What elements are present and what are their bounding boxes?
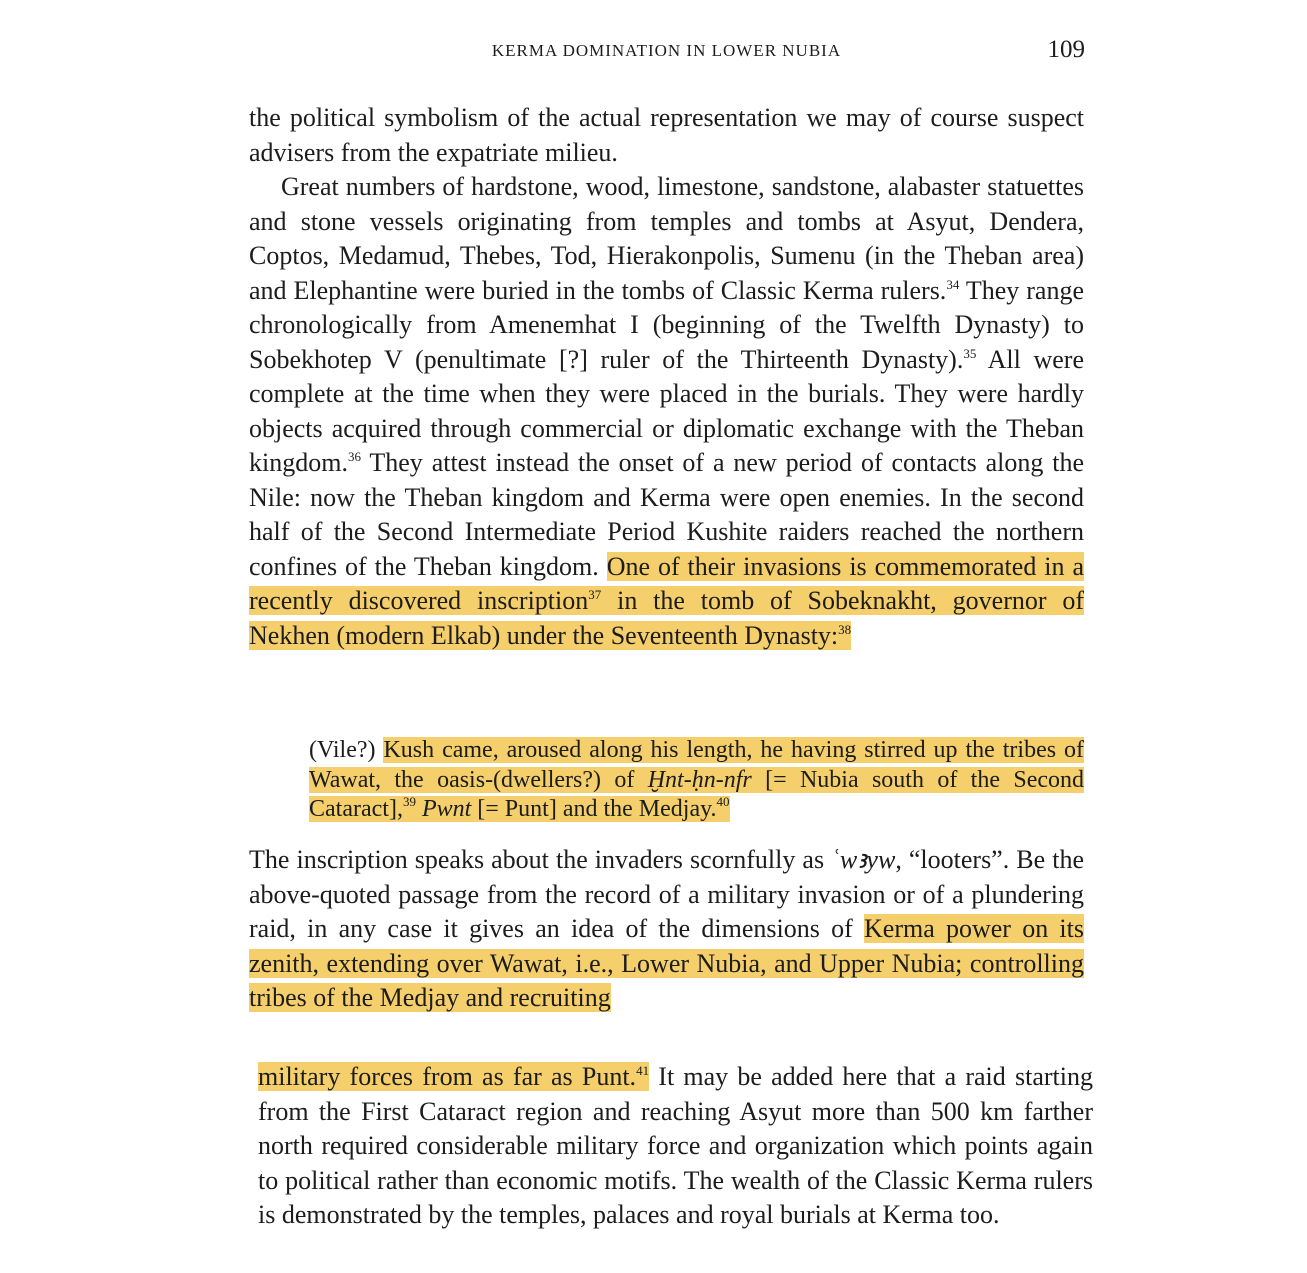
paragraph-text: , “looters”. Be the above-quoted passage from the record of a military invasion or of a plundering raid, in any case it gives an idea of the dimensions of	[249, 845, 1084, 943]
highlighted-quote	[309, 737, 1084, 822]
highlighted-text: Kerma power on its zenith, extending over Wawat, i.e., Lower Nubia, and Upper Nubia; controlling tribes of the Medjay and recruiting	[249, 914, 1084, 1012]
highlight-segment: in the tomb of Sobeknakht, governor of Nekhen (modern Elkab) under the Seventeenth Dynasty:	[249, 586, 1085, 650]
text-block-middle	[249, 843, 1084, 1016]
text-block-lower	[258, 1060, 1093, 1233]
paragraph-great-numbers	[249, 170, 1084, 653]
block-quote	[309, 736, 1084, 825]
running-head	[248, 36, 1085, 66]
quote-segment: Kush came, aroused along his length, he having stirred up the tribes of Wawat, the oasis-(dwellers?) of	[309, 737, 1085, 793]
footnote-ref-40[interactable]: 40	[716, 794, 730, 809]
quote-lead: (Vile?)	[309, 737, 384, 763]
quote-segment: [= Nubia south of the Second Cataract],	[309, 766, 1085, 822]
transliteration: Pwnt	[421, 796, 472, 822]
highlight-segment: military forces from as far as Punt.	[258, 1062, 637, 1091]
page-number: 109	[1047, 36, 1085, 63]
paragraph-inscription	[249, 843, 1084, 1016]
paragraph-text: They attest instead the onset of a new period of contacts along the Nile: now the Theban kingdom and Kerma were open enemies. In the second half of the Second Intermediate Period Kushite raiders reached the northern confines of the Theban kingdom.	[249, 448, 1084, 581]
footnote-ref-39[interactable]: 39	[402, 794, 416, 809]
transliteration: Ḫnt-ḥn-nfr	[647, 766, 752, 793]
footnote-ref-34[interactable]: 34	[946, 276, 960, 292]
footnote-ref-35[interactable]: 35	[963, 345, 977, 361]
paragraph-text: All were complete at the time when they were placed in the burials. They were hardly objects acquired through commercial or diplomatic exchange with the Theban kingdom.	[249, 344, 1084, 477]
footnote-ref-41[interactable]: 41	[636, 1063, 650, 1078]
text-block-upper	[249, 101, 1084, 653]
footnote-ref-37[interactable]: 37	[588, 587, 602, 602]
paragraph-text: It may be added here that a raid starting from the First Cataract region and reaching Asyut more than 500 km farther north required considerable military force and organization which points again to political rather than economic motifs. The wealth of the Classic Kerma rulers is demonstrated by the temples, palaces and royal burials at Kerma too.	[258, 1062, 1093, 1229]
paragraph-text: Great numbers of hardstone, wood, limestone, sandstone, alabaster statuettes and stone vessels originating from temples and tombs at Asyut, Dendera, Coptos, Medamud, Thebes, Tod, Hierakonpolis, Sumenu (in the Theban area) and Elephantine were buried in the tombs of Classic Kerma rulers.	[249, 172, 1084, 305]
highlighted-text	[258, 1062, 649, 1091]
paragraph-text: The inscription speaks about the invaders scornfully as	[249, 845, 832, 874]
footnote-ref-36[interactable]: 36	[347, 449, 361, 464]
highlight-segment: One of their invasions is commemorated in a recently discovered inscription	[249, 551, 1084, 615]
footnote-ref-38[interactable]: 38	[838, 621, 852, 637]
transliteration: ʿwꜣyw	[831, 845, 896, 874]
paragraph-continued-lower	[258, 1060, 1093, 1233]
running-title: KERMA DOMINATION IN LOWER NUBIA	[491, 41, 842, 60]
quote-segment: [= Punt] and the Medjay.	[471, 796, 717, 822]
paragraph-continued: the political symbolism of the actual representation we may of course suspect advisers from the expatriate milieu.	[249, 103, 1084, 167]
paragraph-text: They range chronologically from Amenemhat I (beginning of the Twelfth Dynasty) to Sobekhotep V (penultimate [?] ruler of the Thirteenth Dynasty).	[249, 275, 1084, 374]
